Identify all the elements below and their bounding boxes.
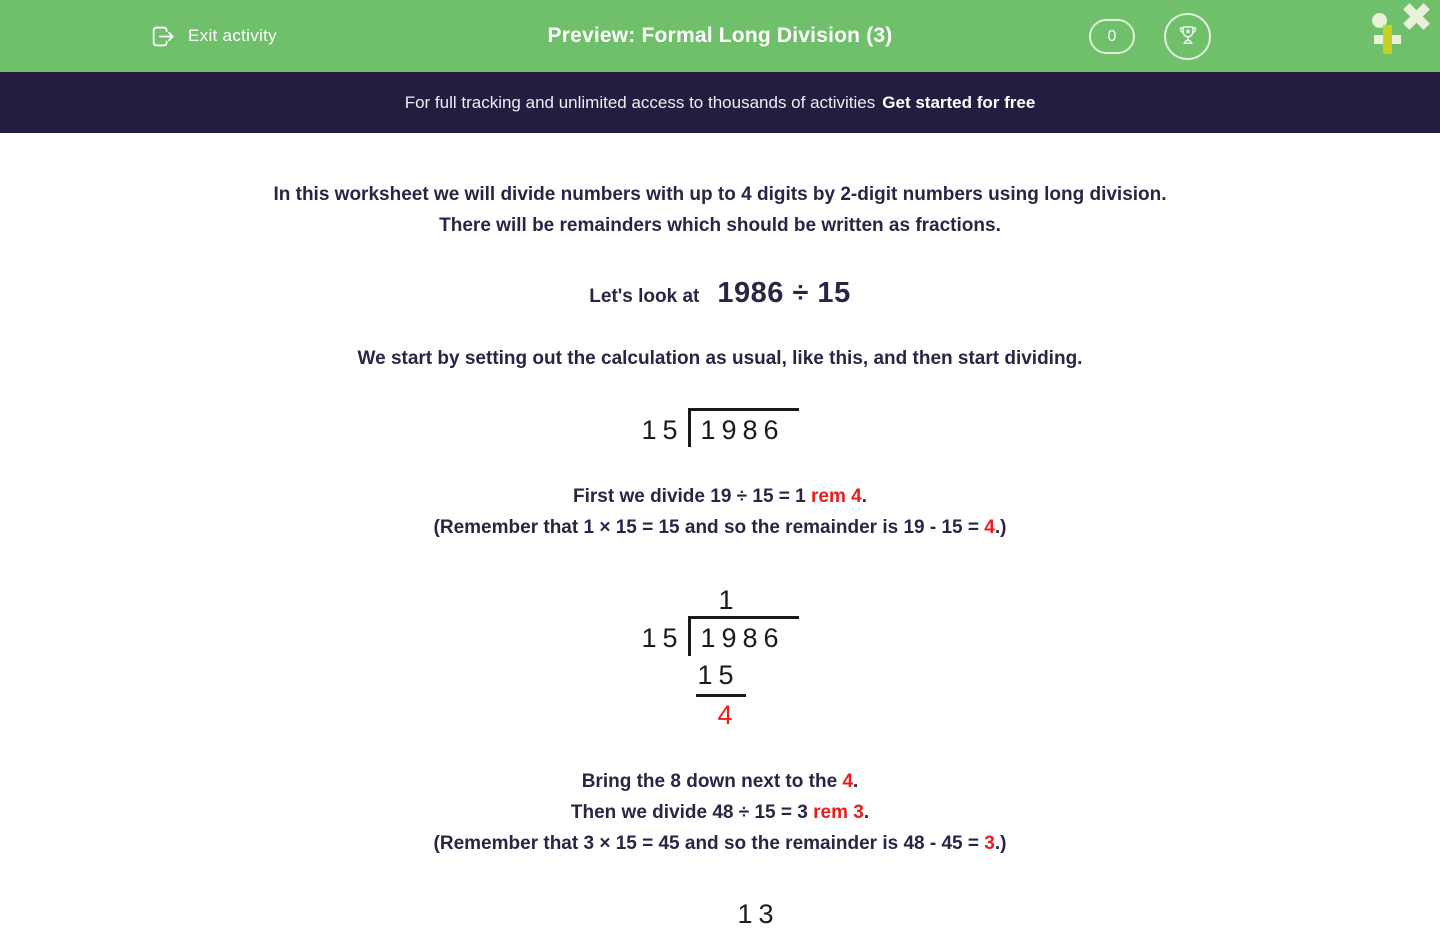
app-header — [0, 0, 1440, 72]
quotient-row: 13 — [737, 899, 780, 930]
step2-text — [0, 766, 1440, 859]
long-division-step1 — [641, 585, 798, 730]
lets-look-row — [0, 277, 1440, 310]
division-expression: 1986 ÷ 15 — [717, 277, 851, 309]
banner-message: For full tracking and unlimited access to thousands of activities — [404, 92, 876, 112]
remainder-row: 4 — [717, 699, 739, 730]
step1-line-2: (Remember that 1 × 15 = 15 and so the remainder is 19 - 15 = 4.) — [433, 517, 1007, 539]
page-title: Preview: Formal Long Division (3) — [547, 24, 893, 47]
long-division-step2-block — [0, 899, 1440, 930]
trophy-icon — [1176, 23, 1200, 50]
dividend-bracket: 1986 — [688, 616, 798, 655]
get-started-link[interactable]: Get started for free — [882, 92, 1036, 112]
intro-paragraph — [0, 179, 1440, 241]
long-division-step1-block — [0, 585, 1440, 730]
logo-plus-icon — [1374, 25, 1401, 54]
score-badge — [1089, 19, 1135, 54]
logo-multiply-icon — [1402, 2, 1431, 31]
score-value: 0 — [1107, 27, 1117, 45]
step1-result-highlight: 4 — [984, 517, 995, 539]
setup-instruction: We start by setting out the calculation as usual, like this, and then start dividing. — [357, 348, 1083, 369]
step1-line-1: First we divide 19 ÷ 15 = 1 rem 4. — [573, 486, 867, 508]
trophy-button[interactable] — [1164, 13, 1211, 60]
long-division-setup-block — [0, 408, 1440, 447]
step2-remainder-highlight: rem 3 — [813, 802, 864, 824]
intro-line-2: There will be remainders which should be written as fractions. — [439, 215, 1001, 236]
step2-carry-highlight: 4 — [842, 771, 854, 793]
intro-line-1: In this worksheet we will divide numbers with up to 4 digits by 2-digit numbers using long division. — [273, 184, 1167, 205]
quotient-row: 1 — [718, 585, 740, 616]
divisor: 15 — [641, 623, 684, 654]
step1-remainder-highlight: rem 4 — [811, 486, 862, 508]
exit-activity-button[interactable] — [150, 0, 277, 72]
step2-result-highlight: 3 — [984, 833, 995, 855]
brand-logo — [1358, 0, 1440, 58]
subtrahend-row: 15 — [641, 660, 798, 697]
exit-activity-label: Exit activity — [188, 26, 277, 45]
worksheet-content — [0, 179, 1440, 930]
exit-icon — [150, 24, 177, 49]
upsell-banner — [0, 72, 1440, 133]
long-division-setup — [641, 408, 798, 447]
step2-line-1: Bring the 8 down next to the 4. — [581, 771, 859, 793]
lets-look-label: Let's look at — [589, 286, 700, 307]
step2-line-3: (Remember that 3 × 15 = 45 and so the remainder is 48 - 45 = 3.) — [433, 833, 1007, 855]
dividend-bracket: 1986 — [688, 408, 798, 447]
step1-text — [0, 481, 1440, 543]
divisor: 15 — [641, 415, 684, 445]
step2-line-2: Then we divide 48 ÷ 15 = 3 rem 3. — [570, 802, 870, 824]
long-division-step2-partial — [660, 899, 779, 930]
